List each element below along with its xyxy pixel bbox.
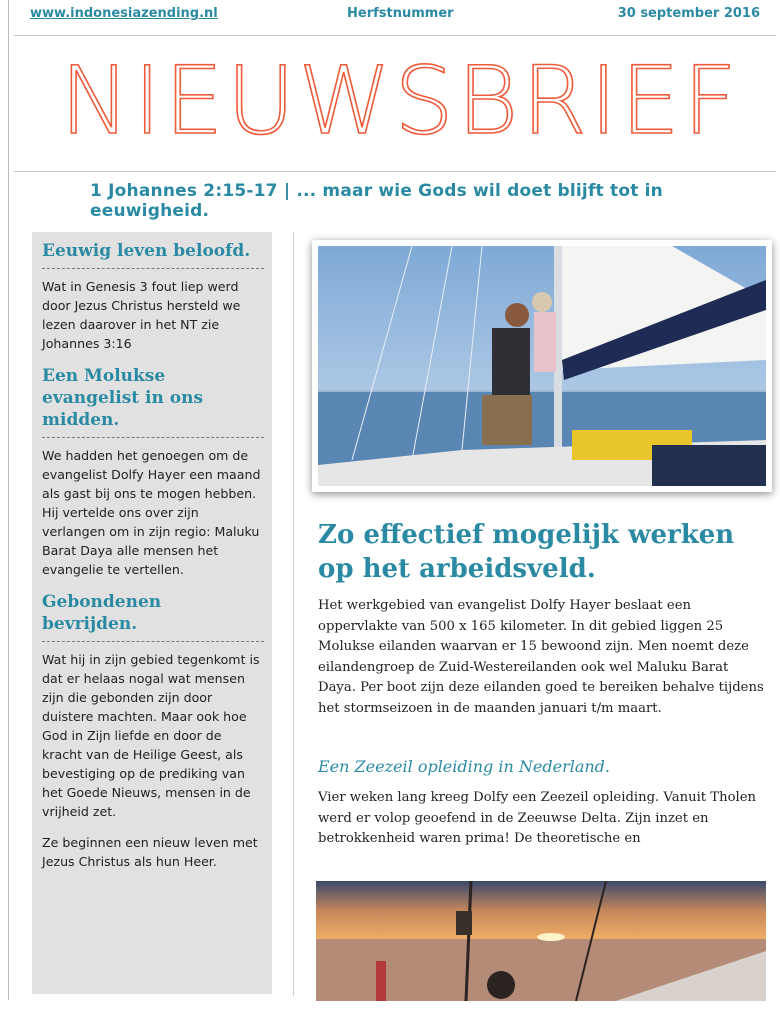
edition-label: Herfstnummer [347, 6, 454, 21]
sidebar-text [42, 446, 262, 579]
sidebar-paragraph: Ze beginnen een nieuw leven met Jezus Christus als hun Heer. [42, 835, 258, 869]
sidebar-heading: Eeuwig leven beloofd. [42, 241, 251, 261]
header-divider [14, 35, 776, 36]
sunset-image [316, 881, 766, 1001]
article-paragraph: Het werkgebied van evangelist Dolfy Hayer beslaat een oppervlakte van 500 x 165 kilometer. In dit gebied liggen 25 Molukse eilanden waarvan er 15 bewoond zijn. Men noemt deze eilandengroep de Zuid-Westereilanden ook wel Maluku Barat Daya. Per boot zijn deze eilanden goed te bereiken behalve tijdens het stormseizoen in de maanden januari t/m maart. [318, 598, 764, 716]
sidebar-heading: Gebondenen bevrijden. [42, 592, 162, 634]
sidebar-paragraph: We hadden het genoegen om de evangelist Dolfy Hayer een maand als gast bij ons te mogen hebben. Hij vertelde ons over zijn verlangen om in zijn regio: Maluku Barat Daya alle mensen het evangelie te vertellen. [42, 448, 261, 577]
sidebar-heading: Een Molukse evangelist in ons midden. [42, 366, 204, 430]
sailing-photo [312, 240, 772, 492]
sailboat-image [312, 240, 772, 492]
sidebar-text [42, 650, 262, 871]
issue-date: 30 september 2016 [617, 6, 760, 21]
column-divider [293, 232, 294, 996]
bible-verse: 1 Johannes 2:15-17 | ... maar wie Gods wil doet blijft tot in eeuwigheid. [90, 181, 663, 221]
sidebar-paragraph: Wat hij in zijn gebied tegenkomt is dat er helaas nogal wat mensen zijn die gebonden zijn door duistere machten. Maar ook hoe God in Zijn liefde en door de kracht van de Heilige Geest, als bevestiging op de prediking van het Goede Nieuws, mensen in de vrijheid zet. [42, 652, 260, 819]
masthead-divider [14, 171, 776, 172]
article-body-2: Vier weken lang kreeg Dolfy een Zeezeil opleiding. Vanuit Tholen werd er volop geoefend in de Zeeuwse Delta. Zijn inzet en betrokkenheid waren prima! De theoretische en [318, 790, 757, 847]
article-title: Zo effectief mogelijk werken op het arbeidsveld. [318, 520, 735, 584]
sidebar-paragraph: Wat in Genesis 3 fout liep werd door Jezus Christus hersteld we lezen daarover in het NT zie Johannes 3:16 [42, 279, 241, 351]
sidebar [32, 232, 272, 994]
sidebar-divider [42, 641, 264, 642]
sunset-photo [316, 881, 766, 1001]
sidebar-text [42, 277, 262, 353]
newsletter-masthead: NIEUWSBRIEF [60, 47, 740, 156]
website-link[interactable]: www.indonesiazending.nl [30, 6, 218, 21]
sidebar-divider [42, 437, 264, 438]
article-subheading: Een Zeezeil opleiding in Nederland. [318, 757, 611, 776]
header-bar [30, 6, 760, 26]
sidebar-divider [42, 268, 264, 269]
article-body [318, 596, 768, 720]
